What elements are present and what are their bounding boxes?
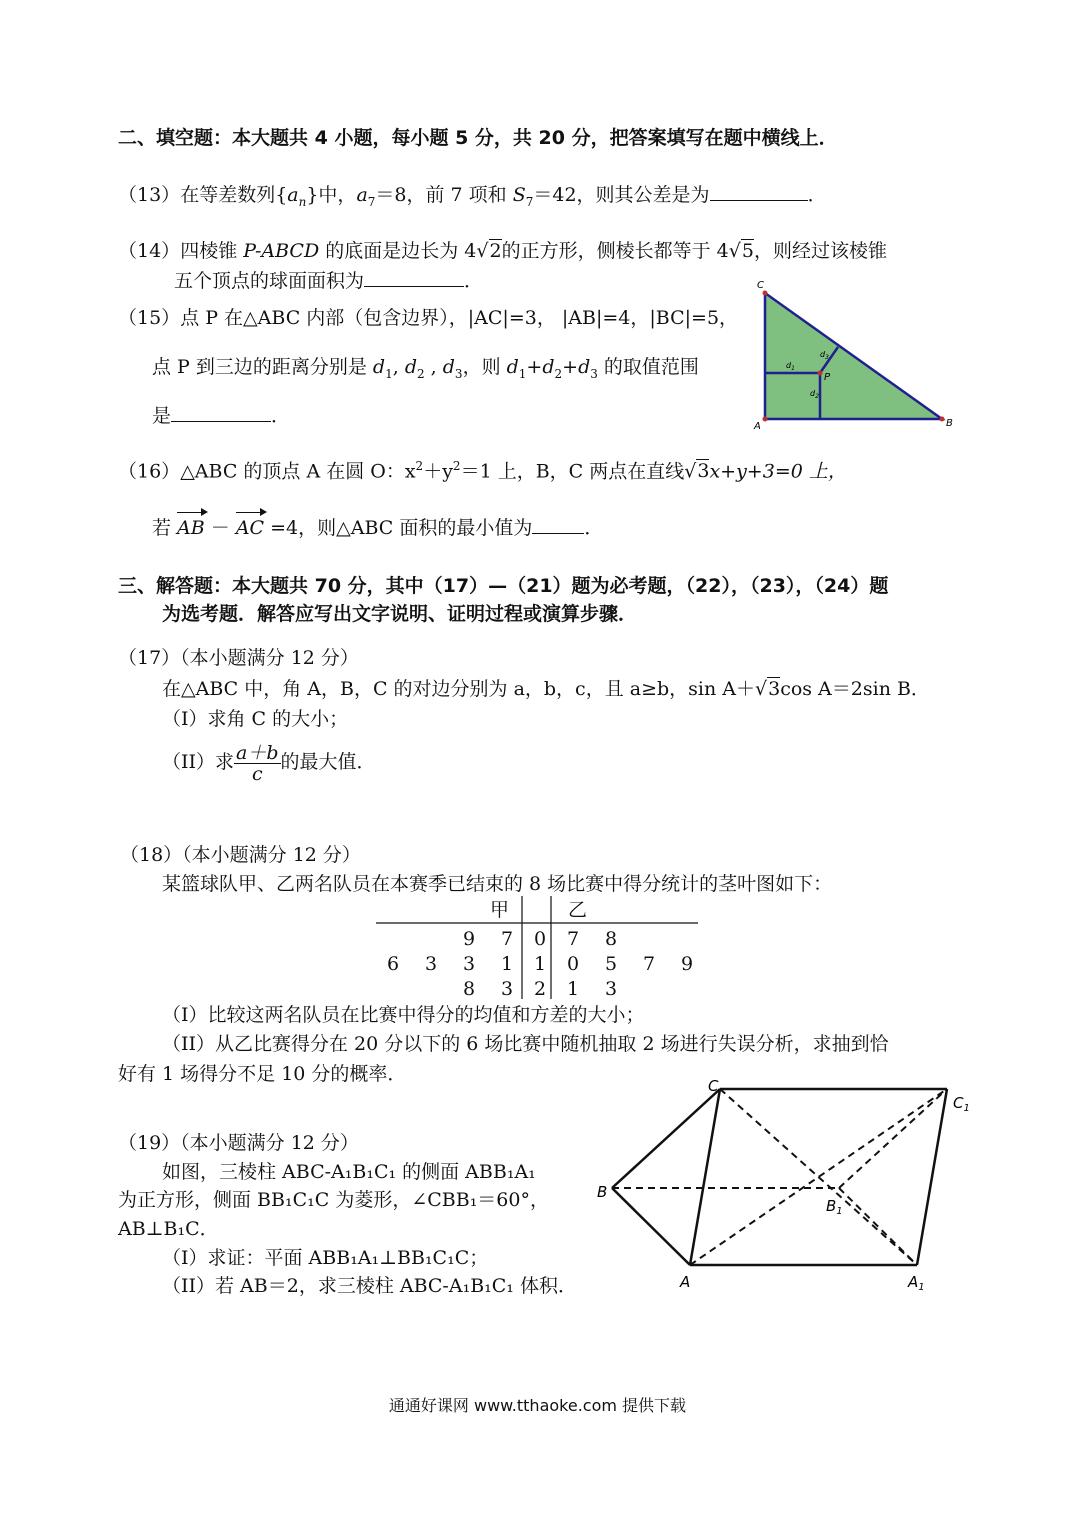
stem-row-1: [374, 951, 706, 976]
q15-sum-d1: d: [506, 356, 519, 378]
q13-text-a: 在等差数列{: [180, 184, 288, 206]
label-c: C: [708, 1077, 719, 1095]
leaf-right: 3: [604, 977, 618, 1000]
q13-sub7: 7: [367, 194, 376, 209]
q15-sum-d3: d: [578, 356, 591, 378]
q13-text-b: }中，: [306, 184, 357, 206]
q13-text-c: ＝8，前 7 项和: [375, 184, 513, 206]
label-b1: $B_1$: [826, 1197, 843, 1217]
q19-line3: AB⊥B₁C．: [118, 1218, 219, 1240]
q17-part2a: （II）求: [162, 751, 235, 773]
q19-heading: （19）（本小题满分 12 分）: [118, 1132, 359, 1154]
leaf-left: [412, 926, 450, 951]
q15-d2: d: [404, 356, 417, 378]
q14-number: （14）: [118, 240, 181, 262]
leaf-left: 3: [424, 952, 438, 975]
q15-d3: d: [442, 356, 455, 378]
q14-end: ．: [464, 270, 484, 292]
page-footer: 通通好课网 www.tthaoke.com 提供下载: [388, 1396, 687, 1415]
label-d1: $d_1$: [786, 361, 795, 372]
q17-root-3: 3: [768, 678, 781, 700]
section-3-title: 三、解答题：本大题共 70 分，其中（17）—（21）题为必考题，（22），（23），（24）题: [118, 575, 889, 597]
q19-line1: 如图，三棱柱 ABC-A₁B₁C₁ 的侧面 ABB₁A₁: [162, 1161, 536, 1183]
leaf-left: [374, 976, 412, 1001]
leaf-left: 9: [462, 927, 476, 950]
leaf-left: 3: [500, 977, 514, 1000]
stem: 1: [533, 952, 547, 975]
q17-fraction-num: a＋b: [236, 741, 279, 764]
q16-line1b: ＋y: [423, 460, 453, 483]
point-b: [940, 417, 945, 422]
label-d3: $d_3$: [820, 350, 829, 361]
q16-root-3: 3: [697, 460, 710, 483]
q13-n: n: [298, 194, 307, 209]
q17-part2b: 的最大值．: [280, 751, 376, 773]
question-14: （14）四棱锥 P-ABCD 的底面是边长为 4√2的正方形，侧棱长都等于 4√5，则经过该棱锥: [118, 240, 887, 262]
q14-text-d: ，则经过该棱锥: [753, 240, 887, 262]
question-15-line2: 点 P 到三边的距离分别是 $d_1$, $d_2$ , $d_3$，则 $d_1+d_2+d_3$ 的取值范围: [152, 356, 699, 381]
q16-line2a: 若: [152, 517, 178, 539]
label-a1: $A_1$: [908, 1273, 925, 1293]
q14-root-5: 5: [741, 240, 754, 262]
label-b: B: [946, 418, 953, 429]
label-c: C: [757, 280, 764, 291]
leaf-right: 7: [642, 952, 656, 975]
q13-answer-blank[interactable]: [710, 182, 808, 201]
q16-sq2: 2: [452, 459, 461, 473]
q18-part2: （II）从乙比赛得分在 20 分以下的 6 场比赛中随机抽取 2 场进行失误分析，求抽到恰: [162, 1033, 889, 1055]
leaf-right: 1: [566, 977, 580, 1000]
q16-line2b: =4，则△ABC 面积的最小值为: [264, 517, 533, 539]
leaf-left: 7: [500, 927, 514, 950]
q15-triangle-figure: [748, 278, 968, 438]
q13-a: a: [287, 184, 299, 206]
section-3-title-line2: 为选考题．解答应写出文字说明、证明过程或演算步骤．: [162, 603, 638, 625]
q18-heading: （18）（本小题满分 12 分）: [120, 844, 361, 866]
leaf-left: 1: [500, 952, 514, 975]
q14-text-c: 的正方形，侧棱长都等于 4: [501, 240, 729, 262]
stem-row-0: [374, 926, 706, 951]
q16-end: ．: [584, 517, 604, 539]
q17-statement: 在△ABC 中，角 A，B，C 的对边分别为 a，b，c，且 a≥b，sin A＋√3cos A＝2sin B．: [162, 678, 930, 700]
leaf-left: 3: [462, 952, 476, 975]
q18-intro: 某篮球队甲、乙两名队员在本赛季已结束的 8 场比赛中得分统计的茎叶图如下：: [162, 873, 833, 895]
q13-a7: a: [356, 184, 368, 206]
q16-sq1: 2: [415, 459, 424, 473]
label-p: P: [824, 372, 831, 383]
label-d2: $d_2$: [810, 389, 819, 400]
question-16-line2: [152, 515, 603, 541]
q15-line2a: 点 P 到三边的距离分别是: [152, 356, 373, 378]
stem: 0: [533, 927, 547, 950]
q17-heading: （17）（本小题满分 12 分）: [118, 647, 359, 669]
q15-answer-blank[interactable]: [171, 403, 271, 422]
leaf-right: [630, 976, 668, 1001]
q17-part2: [162, 742, 376, 784]
q17-fraction: [234, 743, 281, 784]
q15-sum-d2: d: [542, 356, 555, 378]
q17-line1a: 在△ABC 中，角 A，B，C 的对边分别为 a，b，c，且 a≥b，sin A＋: [162, 678, 755, 700]
q16-line1a: △ABC 的顶点 A 在圆 O：x: [180, 460, 416, 483]
q14-answer-blank[interactable]: [364, 268, 464, 287]
edge-cb: [612, 1089, 720, 1188]
q16-minus: －: [204, 517, 236, 539]
q16-number: （16）: [118, 460, 181, 483]
q18-part2-line2: 好有 1 场得分不足 10 分的概率．: [118, 1063, 407, 1085]
q16-line1c: ＝1 上，B，C 两点在直线: [460, 460, 685, 483]
q15-line2c: 的取值范围: [597, 356, 699, 378]
q14-text-a: 四棱锥: [180, 240, 244, 262]
edge-c1a1: [917, 1089, 947, 1265]
q19-part1: （I）求证：平面 ABB₁A₁⊥BB₁C₁C；: [162, 1247, 489, 1269]
question-13: [118, 182, 827, 215]
q13-end: ．: [807, 184, 827, 206]
q14-line2: 五个顶点的球面面积为: [174, 270, 365, 292]
q16-line1d: x+y+3=0 上，: [709, 460, 847, 483]
q19-prism-figure: [590, 1075, 980, 1295]
leaf-left: [412, 976, 450, 1001]
q14-text-b: 的底面是边长为 4: [319, 240, 477, 262]
point-c: [763, 291, 768, 296]
q15-d1: d: [372, 356, 386, 378]
q13-number: （13）: [118, 184, 181, 206]
edge-ca: [690, 1089, 720, 1265]
leaf-right: 0: [566, 952, 580, 975]
q19-line2: 为正方形，侧面 BB₁C₁C 为菱形，∠CBB₁＝60°，: [118, 1189, 549, 1211]
stem-row-2: [374, 976, 706, 1001]
edge-ca1: [720, 1089, 917, 1265]
leaf-right: [668, 976, 706, 1001]
label-a: A: [680, 1273, 691, 1291]
question-15-line3: [152, 403, 290, 429]
q15-end: ．: [271, 405, 291, 427]
label-c1: $C_1$: [953, 1094, 970, 1114]
q15-number: （15）: [118, 307, 181, 329]
leaf-right: 8: [604, 927, 618, 950]
edge-b1c1: [839, 1089, 947, 1188]
label-a: A: [754, 421, 761, 432]
question-14-line2: [174, 268, 483, 294]
question-16: （16）△ABC 的顶点 A 在圆 O：$x^2+y^2=1$ 上，B，C 两点在直线√3x+y+3=0 上，: [118, 459, 847, 483]
stem-leaf-left-head: 甲: [490, 899, 510, 921]
edge-ba: [612, 1188, 690, 1265]
leaf-right: [668, 926, 706, 951]
stem: 2: [533, 977, 547, 1000]
q17-fraction-den: c: [251, 762, 263, 785]
point-a: [763, 417, 768, 422]
q17-line1b: cos A＝2sin B．: [780, 678, 930, 700]
stem-leaf-table: [374, 926, 706, 1001]
section-2-title: 二、填空题：本大题共 4 小题，每小题 5 分，共 20 分，把答案填写在题中横线上．: [118, 127, 838, 149]
question-15: [118, 305, 738, 331]
q15-line3: 是: [152, 405, 172, 427]
triangle-abc: [765, 293, 942, 419]
q15-line2b: ，则: [462, 356, 507, 378]
q15-line1: 点 P 在△ABC 内部（包含边界），|AC|=3， |AB|=4，|BC|=5，: [180, 307, 739, 329]
q19-part2: （II）若 AB＝2，求三棱柱 ABC-A₁B₁C₁ 体积．: [162, 1275, 577, 1297]
leaf-left: [374, 926, 412, 951]
leaf-right: 7: [566, 927, 580, 950]
q17-part1: （I）求角 C 的大小；: [162, 708, 349, 730]
q18-part1: （I）比较这两名队员在比赛中得分的均值和方差的大小；: [162, 1004, 645, 1026]
leaf-left: 8: [462, 977, 476, 1000]
leaf-right: 9: [680, 952, 694, 975]
vector-ab: AB: [177, 517, 205, 539]
point-p: [818, 371, 823, 376]
q14-pyramid: P-ABCD: [243, 240, 320, 262]
edge-b1a1: [839, 1188, 917, 1265]
label-b: B: [597, 1183, 608, 1201]
q13-S: S: [512, 184, 526, 206]
leaf-right: 5: [604, 952, 618, 975]
leaf-right: [630, 926, 668, 951]
q13-sub7b: 7: [525, 194, 534, 209]
stem-leaf-right-head: 乙: [568, 899, 588, 921]
vector-ac: AC: [235, 517, 265, 539]
leaf-left: 6: [386, 952, 400, 975]
q14-root-2: 2: [489, 240, 502, 262]
q16-answer-blank[interactable]: [532, 515, 584, 534]
q13-text-d: ＝42，则其公差是为: [533, 184, 710, 206]
